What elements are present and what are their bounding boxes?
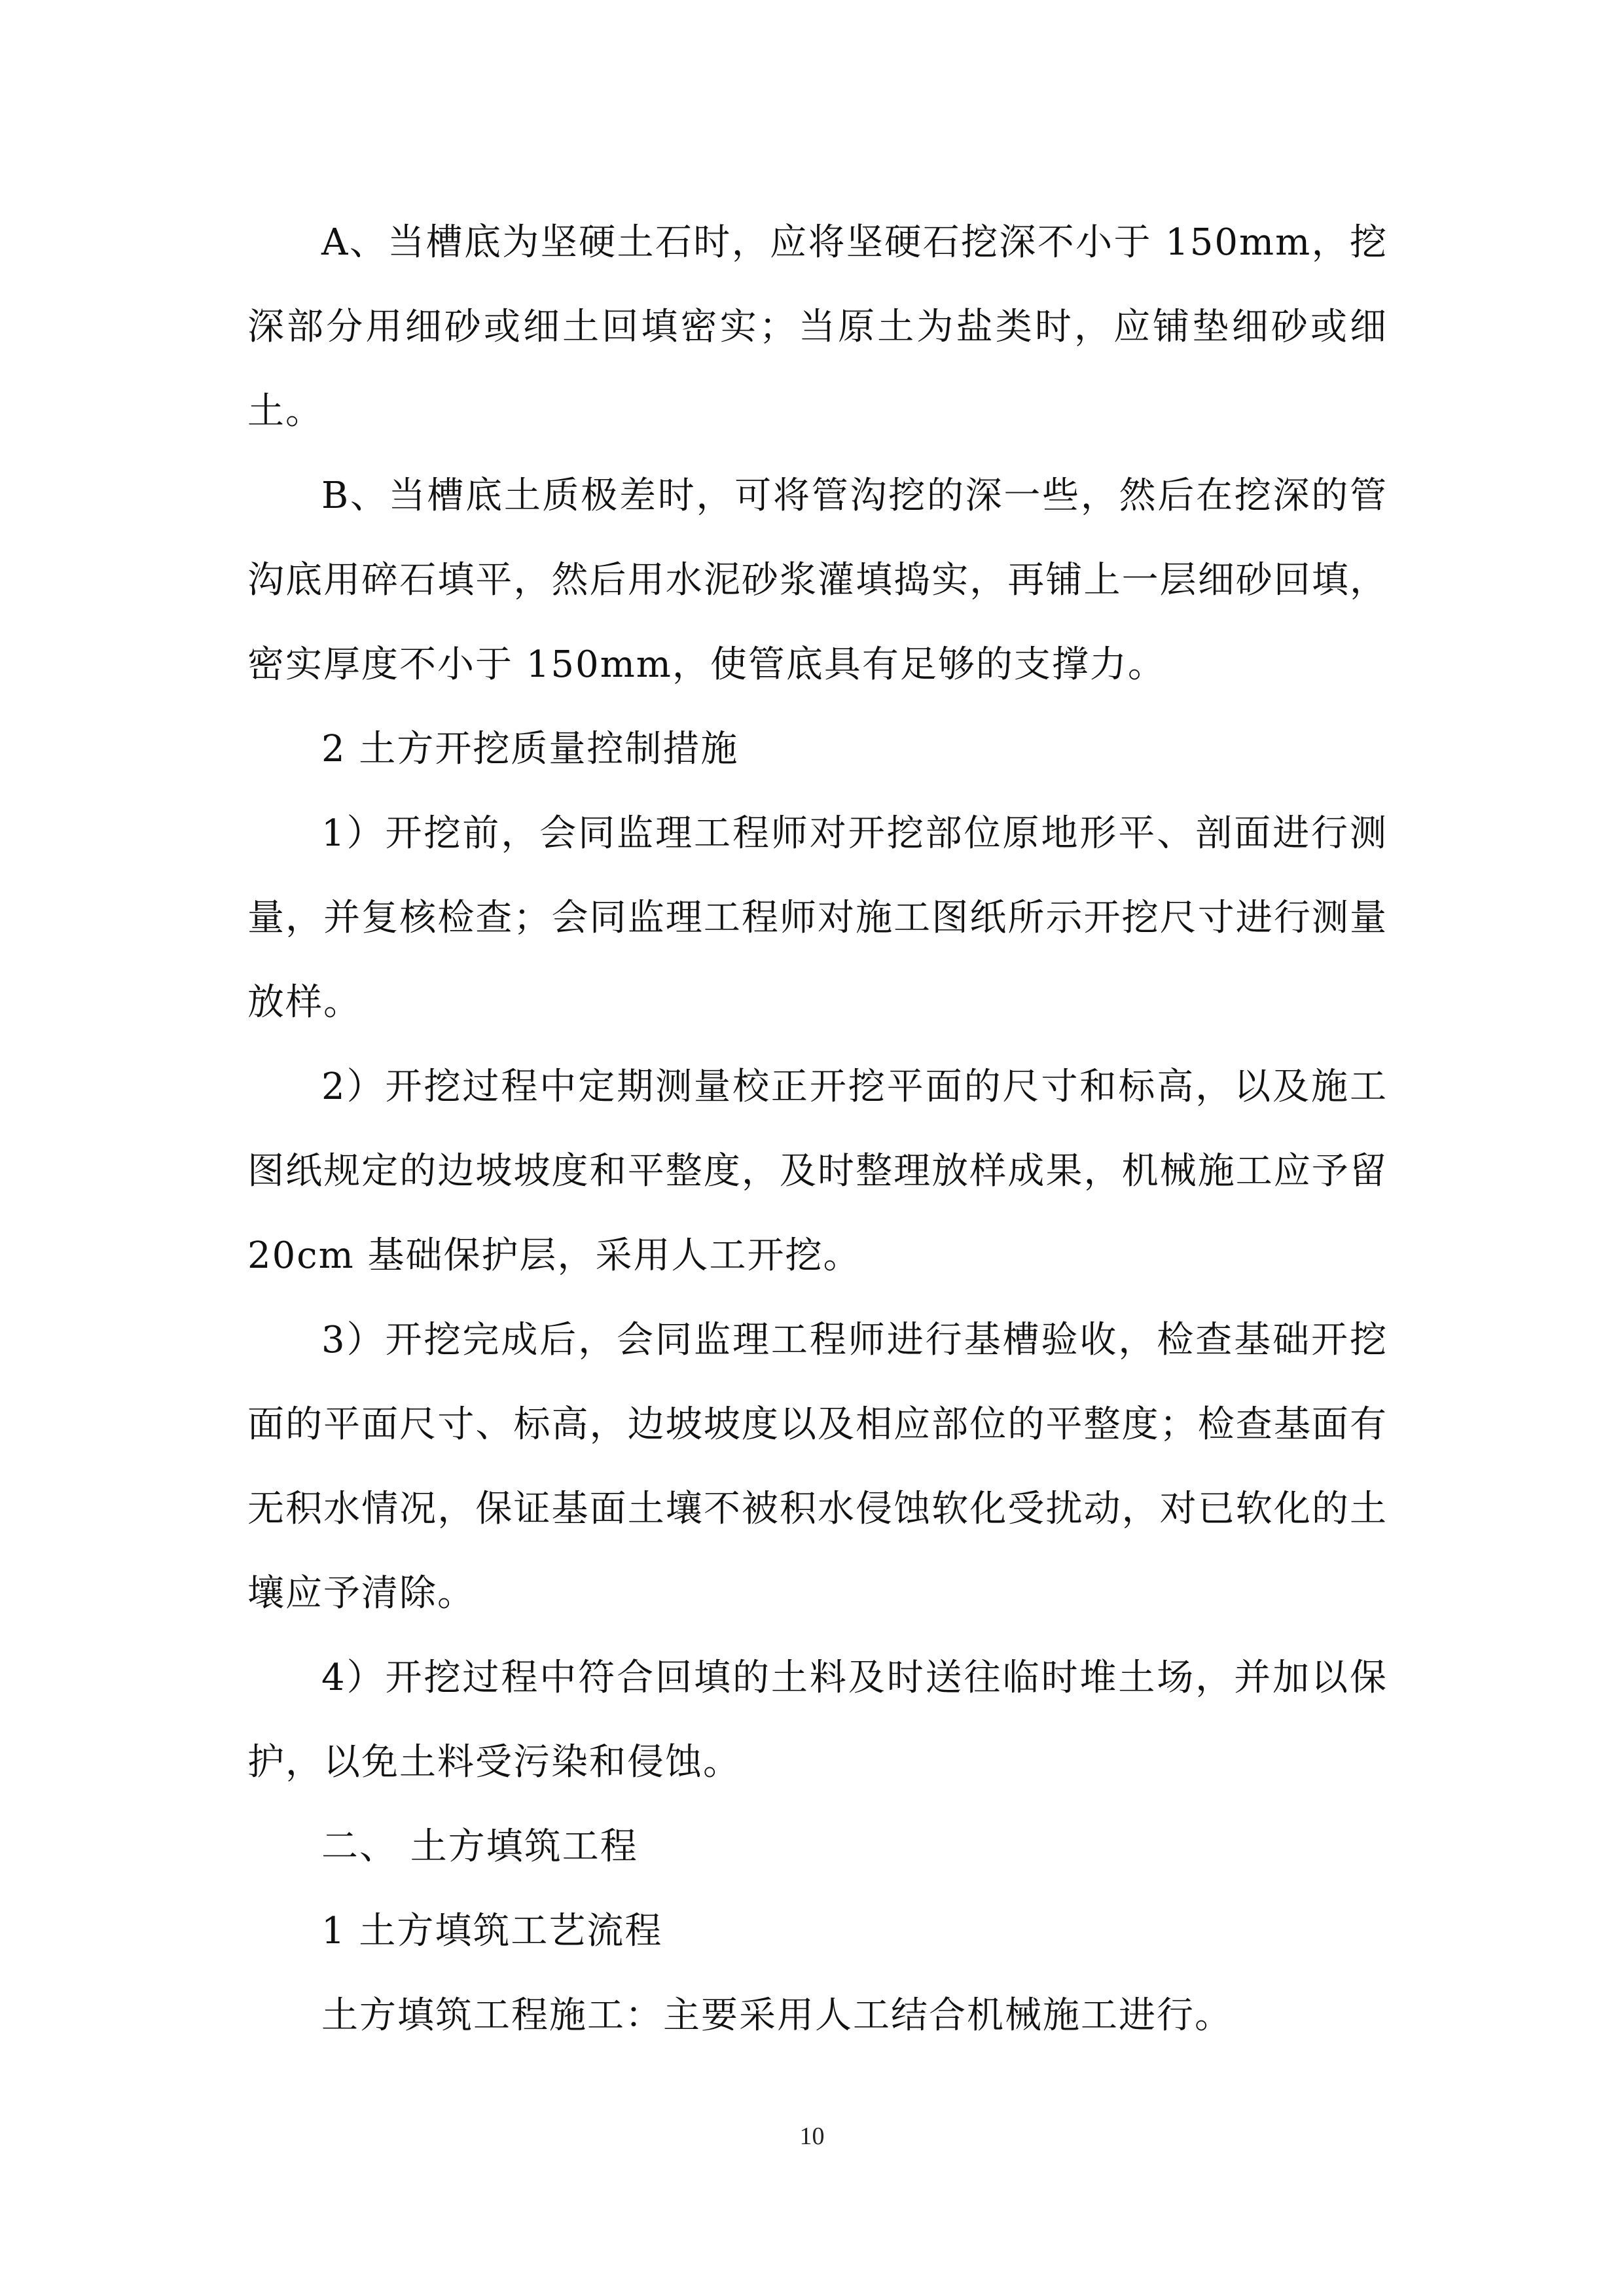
- list-item-4-backfill-soil: 4）开挖过程中符合回填的土料及时送往临时堆土场，并加以保护，以免土料受污染和侵蚀。: [247, 1657, 1388, 1784]
- list-item-1-before-excavation: 1）开挖前，会同监理工程师对开挖部位原地形平、剖面进行测量，并复核检查；会同监理工程师对施工图纸所示开挖尺寸进行测量放样。: [247, 812, 1388, 1024]
- section-heading-excavation-quality: 2 土方开挖质量控制措施: [321, 728, 739, 770]
- document-body: [247, 200, 1388, 2058]
- page-number: 10: [799, 2123, 825, 2150]
- list-item-2-during-excavation: 2）开挖过程中定期测量校正开挖平面的尺寸和标高，以及施工图纸规定的边坡坡度和平整度，及时整理放样成果，机械施工应予留 20cm 基础保护层，采用人工开挖。: [247, 1066, 1388, 1277]
- section-heading-filling-process: 1 土方填筑工艺流程: [321, 1910, 663, 1952]
- paragraph-filling-method: 土方填筑工程施工：主要采用人工结合机械施工进行。: [321, 1994, 1233, 2037]
- chapter-heading-earth-filling: 二、 土方填筑工程: [321, 1825, 638, 1868]
- paragraph-b-poor-soil: B、当槽底土质极差时，可将管沟挖的深一些，然后在挖深的管沟底用碎石填平，然后用水泥砂浆灌填捣实，再铺上一层细砂回填，密实厚度不小于 150mm，使管底具有足够的支撑力。: [247, 475, 1388, 686]
- paragraph-a-hard-rock: A、当槽底为坚硬土石时，应将坚硬石挖深不小于 150mm，挖深部分用细砂或细土回填密实；当原土为盐类时，应铺垫细砂或细土。: [247, 221, 1388, 433]
- list-item-3-after-excavation: 3）开挖完成后，会同监理工程师进行基槽验收，检查基础开挖面的平面尺寸、标高，边坡坡度以及相应部位的平整度；检查基面有无积水情况，保证基面土壤不被积水侵蚀软化受扰动，对已软化的土壤应予清除。: [247, 1319, 1388, 1615]
